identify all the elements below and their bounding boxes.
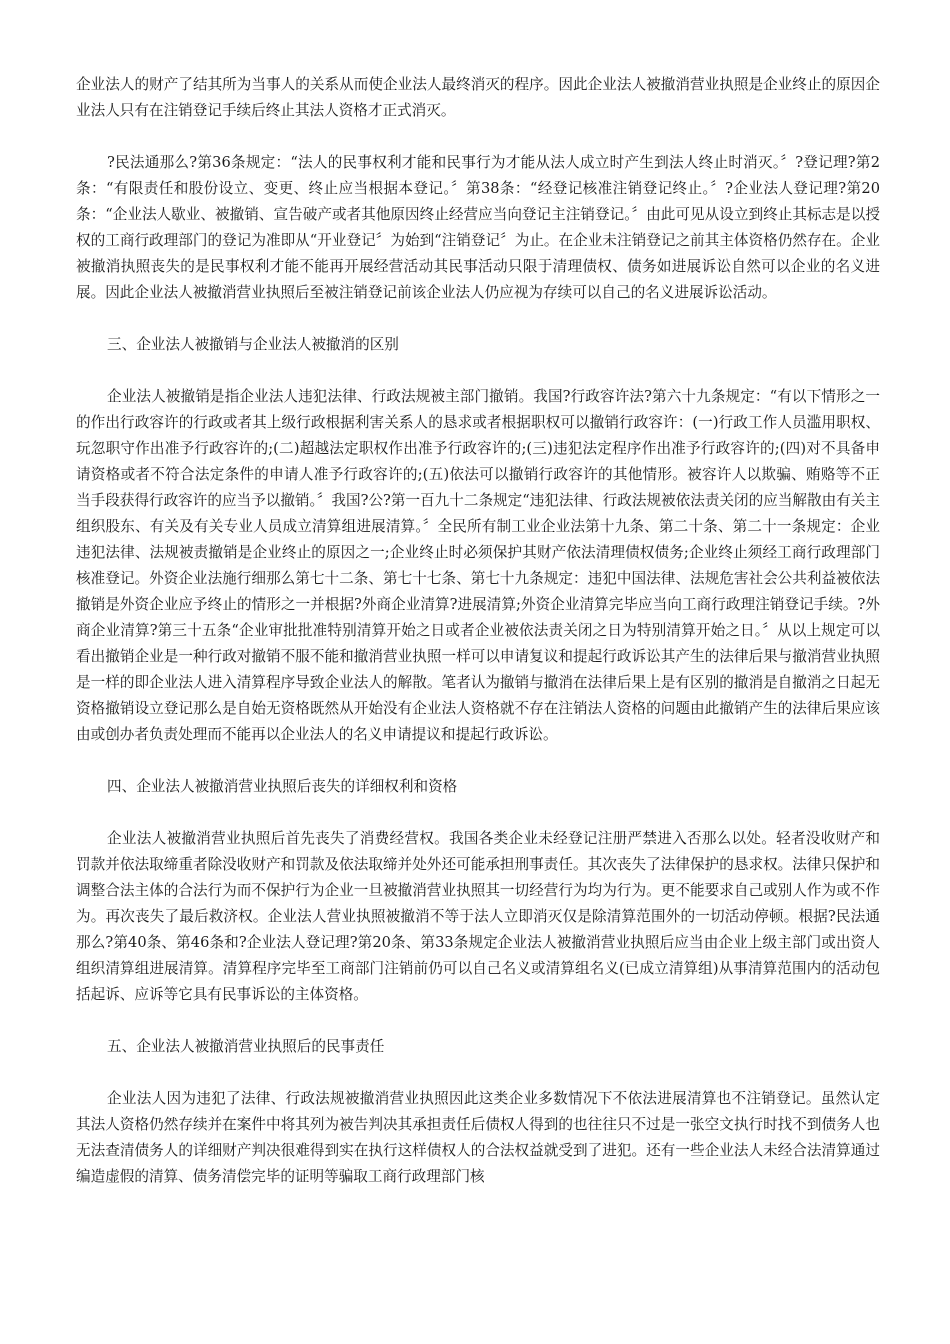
document-page — [76, 72, 880, 1190]
section-heading-4: 四、企业法人被撤消营业执照后丧失的详细权利和资格 — [107, 778, 458, 795]
section-heading-3: 三、企业法人被撤销与企业法人被撤消的区别 — [107, 336, 399, 353]
paragraph-3: 企业法人被撤销是指企业法人违犯法律、行政法规被主部门撤销。我国?行政容许法?第六十九条规定：“有以下情形之一的作出行政容许的行政或者其上级行政根据利害关系人的恳求或者根据职权可以撤销行政容许：(一)行政工作人员滥用职权、玩忽职守作出准予行政容许的;(二)超越法定职权作出准予行政容许的;(三)违犯法定程序作出准予行政容许的;(四)对不具备申请资格或者不符合法定条件的申请人准予行政容许的;(五)依法可以撤销行政容许的其他情形。被容许人以欺骗、贿赂等不正当手段获得行政容许的应当予以撤销。〞我国?公?第一百九十二条规定“违犯法律、行政法规被依法责关闭的应当解散由有关主组织股东、有关及有关专业人员成立清算组进展清算。〞全民所有制工业企业法第十九条、第二十条、第二十一条规定：企业违犯法律、法规被责撤销是企业终止的原因之一;企业终止时必须保护其财产依法清理债权债务;企业终止须经工商行政理部门核准登记。外资企业法施行细那么第七十二条、第七十七条、第七十九条规定：违犯中国法律、法规危害社会公共利益被依法撤销是外资企业应予终止的情形之一并根据?外商企业清算?进展清算;外资企业清算完毕应当向工商行政理注销登记手续。?外商企业清算?第三十五条“企业审批批准特别清算开始之日或者企业被依法责关闭之日为特别清算开始之日。〞从以上规定可以看出撤销企业是一种行政对撤销不服不能和撤消营业执照一样可以申请复议和提起行政诉讼其产生的法律后果与撤消营业执照是一样的即企业法人进入清算程序导致企业法人的解散。笔者认为撤销与撤消在法律后果上是有区别的撤消是自撤消之日起无资格撤销设立登记那么是自始无资格既然从开始没有企业法人资格就不存在注销法人资格的问题由此撤销产生的法律后果应该由或创办者负责处理而不能再以企业法人的名义申请提议和提起行政诉讼。 — [76, 388, 880, 743]
paragraph-5: 企业法人因为违犯了法律、行政法规被撤消营业执照因此这类企业多数情况下不依法进展清算也不注销登记。虽然认定其法人资格仍然存续并在案件中将其列为被告判决其承担责任后债权人得到的也往往只不过是一张空文执行时找不到债务人也无法查清债务人的详细财产判决很难得到实在执行这样债权人的合法权益就受到了进犯。还有一些企业法人未经合法清算通过编造虚假的清算、债务清偿完毕的证明等骗取工商行政理部门核 — [76, 1090, 880, 1185]
paragraph-4: 企业法人被撤消营业执照后首先丧失了消费经营权。我国各类企业未经登记注册严禁进入否那么以处。轻者没收财产和罚款并依法取缔重者除没收财产和罚款及依法取缔并处外还可能承担刑事责任。其次丧失了法律保护的恳求权。法律只保护和调整合法主体的合法行为而不保护行为企业一旦被撤消营业执照其一切经营行为均为行为。更不能要求自己或别人作为或不作为。再次丧失了最后救济权。企业法人营业执照被撤消不等于法人立即消灭仅是除清算范围外的一切活动停顿。根据?民法通那么?第40条、第46条和?企业法人登记理?第20条、第33条规定企业法人被撤消营业执照后应当由企业上级主部门或出资人组织清算组进展清算。清算程序完毕至工商部门注销前仍可以自己名义或清算组名义(已成立清算组)从事清算范围内的活动包括起诉、应诉等它具有民事诉讼的主体资格。 — [76, 830, 880, 1003]
paragraph-1: 企业法人的财产了结其所为当事人的关系从而使企业法人最终消灭的程序。因此企业法人被撤消营业执照是企业终止的原因企业法人只有在注销登记手续后终止其法人资格才正式消灭。 — [76, 76, 880, 119]
paragraph-2: ?民法通那么?第36条规定：“法人的民事权利才能和民事行为才能从法人成立时产生到法人终止时消灭。〞?登记理?第2条：“有限责任和股份设立、变更、终止应当根据本登记。〞第38条：“经登记核准注销登记终止。〞?企业法人登记理?第20条：“企业法人歇业、被撤销、宣告破产或者其他原因终止经营应当向登记主注销登记。〞由此可见从设立到终止其标志是以授权的工商行政理部门的登记为准即从“开业登记〞为始到“注销登记〞为止。在企业未注销登记之前其主体资格仍然存在。企业被撤消执照丧失的是民事权利才能不能再开展经营活动其民事活动只限于清理债权、债务如进展诉讼自然可以企业的名义进展。因此企业法人被撤消营业执照后至被注销登记前该企业法人仍应视为存续可以自己的名义进展诉讼活动。 — [76, 154, 880, 301]
section-heading-5: 五、企业法人被撤消营业执照后的民事责任 — [107, 1038, 385, 1055]
